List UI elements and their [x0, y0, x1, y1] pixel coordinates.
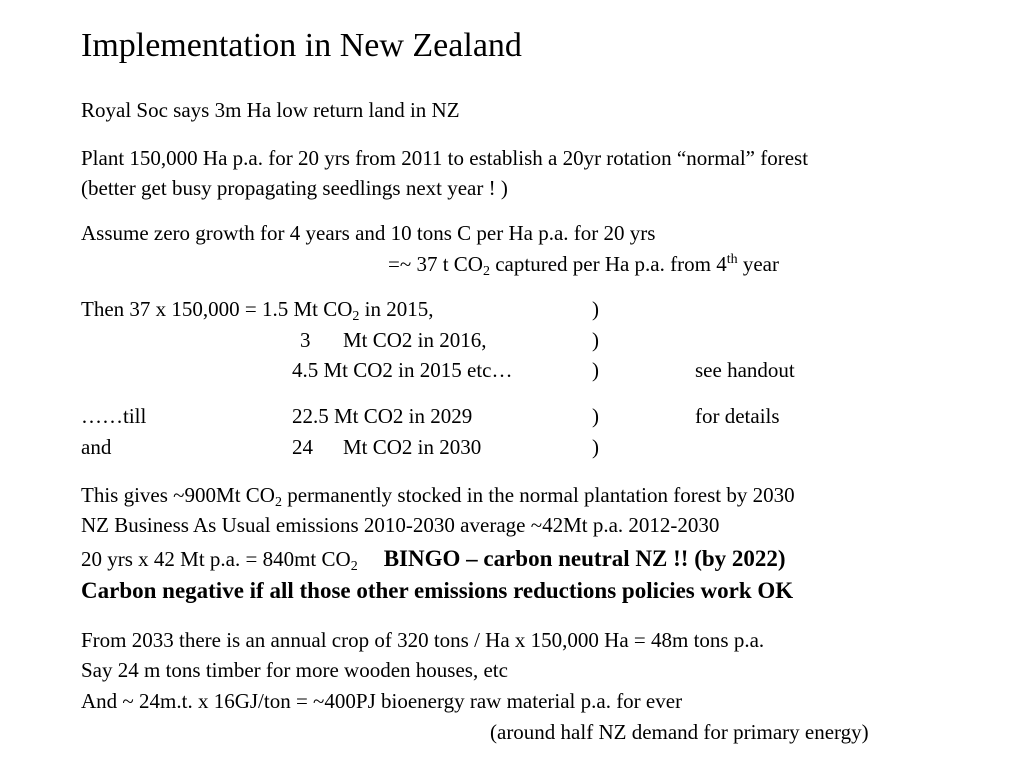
paren-1: ) [592, 297, 599, 321]
then-row-5-num: 24 [292, 435, 313, 459]
then-row-1: Then 37 x 150,000 = 1.5 Mt $CO_2$ in 2015, [81, 297, 434, 324]
and-label: and [81, 435, 112, 459]
carbon-negative-line: Carbon negative if all those other emissions reductions policies work OK [81, 578, 794, 603]
from2033-line-4: (around half NZ demand for primary energy) [490, 720, 869, 744]
page-title: Implementation in New Zealand [81, 27, 522, 64]
see-handout: see handout [695, 358, 795, 382]
paren-2: ) [592, 328, 599, 352]
paren-5: ) [592, 435, 599, 459]
paren-3: ) [592, 358, 599, 382]
plant-line-2: (better get busy propagating seedlings next year ! ) [81, 176, 508, 200]
from2033-line-3: And ~ 24m.t. x 16GJ/ton = ~400PJ bioenergy raw material p.a. for ever [81, 689, 683, 713]
then-row-5-text: Mt CO2 in 2030 [343, 435, 482, 459]
gives-line-1: This gives ~900Mt $CO_2$ permanently stocked in the normal plantation forest by 2030 [81, 483, 795, 510]
for-details: for details [695, 404, 780, 428]
assume-line-2: =~ 37 t $CO_2$ captured per Ha p.a. from 4th year [388, 252, 779, 279]
plant-line-1: Plant 150,000 Ha p.a. for 20 yrs from 2011 to establish a 20yr rotation “normal” forest [81, 146, 809, 170]
bingo-text: BINGO – carbon neutral NZ !! (by 2022) [383, 546, 786, 571]
from2033-line-1: From 2033 there is an annual crop of 320 tons / Ha x 150,000 Ha = 48m tons p.a. [81, 628, 765, 652]
then-row-2-num: 3 [300, 328, 311, 352]
from2033-line-2: Say 24 m tons timber for more wooden houses, etc [81, 658, 508, 682]
till-label: ……till [81, 404, 147, 428]
royal-soc-line: Royal Soc says 3m Ha low return land in NZ [81, 98, 460, 122]
then-row-3-text: 4.5 Mt CO2 in 2015 etc… [292, 358, 513, 382]
paren-4: ) [592, 404, 599, 428]
assume-line-1: Assume zero growth for 4 years and 10 tons C per Ha p.a. for 20 yrs [81, 221, 656, 245]
gives-line-2: NZ Business As Usual emissions 2010-2030 average ~42Mt p.a. 2012-2030 [81, 513, 720, 537]
gives-line-3: 20 yrs x 42 Mt p.a. = 840mt $CO_2$ BINGO – carbon neutral NZ !! (by 2022) [81, 546, 786, 574]
then-row-2-text: Mt CO2 in 2016, [343, 328, 487, 352]
then-row-4-text: 22.5 Mt CO2 in 2029 [292, 404, 473, 428]
